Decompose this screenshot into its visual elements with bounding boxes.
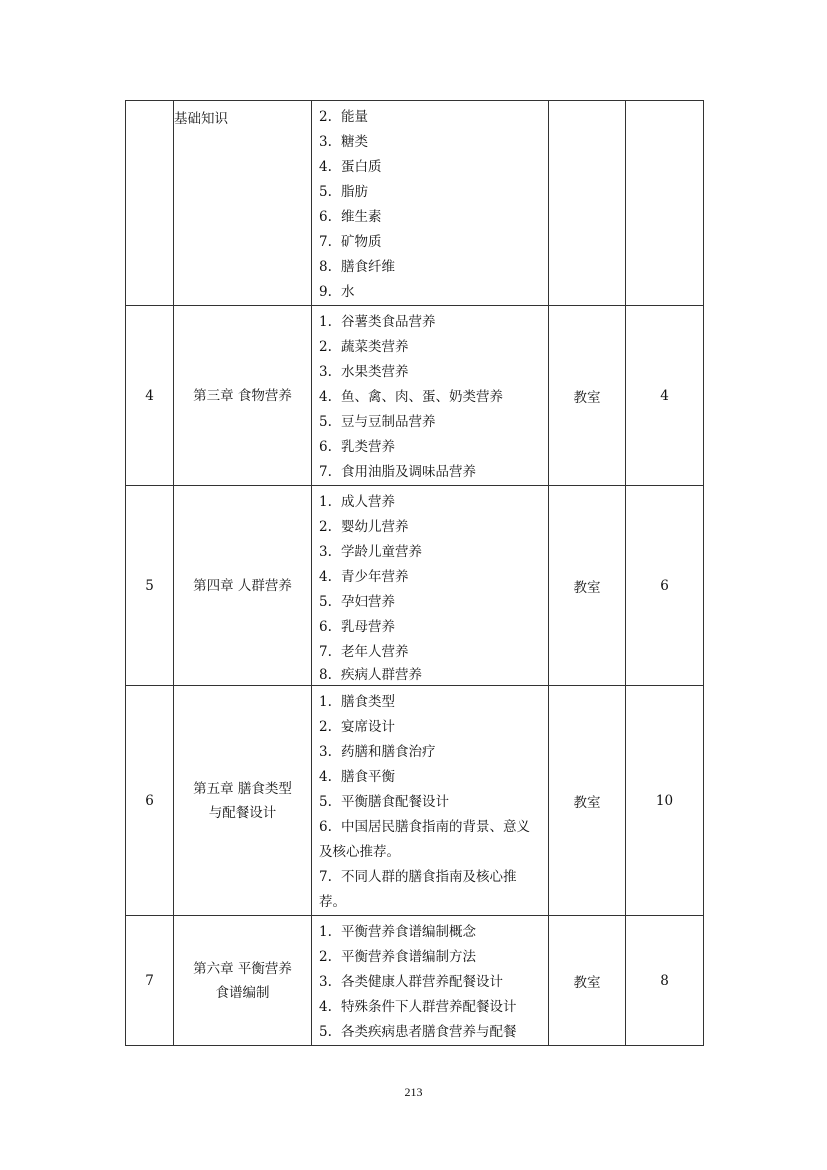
page-number: 213 [404,1085,423,1099]
content-cell [312,306,549,486]
chapter-title-line: 第五章 膳食类型 [193,780,292,797]
list-item: 2. 蔬菜类营养 [319,339,409,355]
chapter-cell [174,916,312,1046]
list-item: 4. 特殊条件下人群营养配餐设计 [319,999,517,1015]
table-row [126,306,704,486]
list-item: 2. 平衡营养食谱编制方法 [319,949,476,965]
content-list [312,916,548,1045]
list-item: 1. 膳食类型 [319,694,395,710]
location-cell: 教室 [549,916,626,1046]
hours-cell: 4 [626,306,704,486]
chapter-cell: 第四章 人群营养 [174,486,312,686]
list-item: 5. 孕妇营养 [319,594,395,610]
table-row [126,686,704,916]
list-item: 8. 膳食纤维 [319,259,395,275]
table-row [126,486,704,686]
chapter-cell [174,686,312,916]
list-item: 1. 谷薯类食品营养 [319,314,436,330]
location-cell: 教室 [549,306,626,486]
list-item: 9. 水 [319,284,355,300]
chapter-title-line: 食谱编制 [215,984,270,1001]
content-list [312,306,548,485]
hours-cell: 10 [626,686,704,916]
table-row [126,101,704,306]
list-item: 3. 学龄儿童营养 [319,544,422,560]
list-item: 6. 乳母营养 [319,619,395,635]
row-number-cell [126,101,174,306]
list-item: 3. 各类健康人群营养配餐设计 [319,974,503,990]
content-cell [312,916,549,1046]
list-item: 4. 膳食平衡 [319,769,395,785]
content-list [312,486,548,685]
location-cell [549,101,626,306]
chapter-title-line: 第六章 平衡营养 [193,960,292,977]
list-item: 8. 疾病人群营养 [319,667,422,683]
list-item: 3. 糖类 [319,134,368,150]
row-number-cell: 6 [126,686,174,916]
chapter-cell: 第三章 食物营养 [174,306,312,486]
hours-cell: 8 [626,916,704,1046]
list-item: 2. 宴席设计 [319,719,395,735]
list-item: 3. 水果类营养 [319,364,409,380]
table-row [126,916,704,1046]
list-item: 7. 不同人群的膳食指南及核心推荐。 [319,869,517,910]
list-item: 6. 中国居民膳食指南的背景、意义及核心推荐。 [319,819,530,860]
row-number-cell: 4 [126,306,174,486]
list-item: 5. 脂肪 [319,184,368,200]
list-item: 5. 豆与豆制品营养 [319,414,436,430]
content-cell [312,686,549,916]
content-cell [312,486,549,686]
list-item: 6. 乳类营养 [319,439,395,455]
list-item: 4. 青少年营养 [319,569,409,585]
list-item: 5. 各类疾病患者膳食营养与配餐 [319,1024,517,1040]
list-item: 6. 维生素 [319,209,382,225]
list-item: 5. 平衡膳食配餐设计 [319,794,449,810]
row-number-cell: 5 [126,486,174,686]
location-cell: 教室 [549,686,626,916]
list-item: 1. 平衡营养食谱编制概念 [319,924,476,940]
list-item: 4. 蛋白质 [319,159,382,175]
chapter-title-line: 与配餐设计 [208,804,277,821]
content-list [312,686,548,915]
chapter-cell: 基础知识 [174,101,312,306]
list-item: 4. 鱼、禽、肉、蛋、奶类营养 [319,389,503,405]
list-item: 2. 能量 [319,109,368,125]
list-item: 1. 成人营养 [319,494,395,510]
hours-cell [626,101,704,306]
content-cell [312,101,549,306]
list-item: 2. 婴幼儿营养 [319,519,409,535]
hours-cell: 6 [626,486,704,686]
row-number-cell: 7 [126,916,174,1046]
list-item: 7. 矿物质 [319,234,382,250]
list-item: 3. 药膳和膳食治疗 [319,744,436,760]
content-list [312,101,548,305]
syllabus-table [125,100,704,1046]
list-item: 7. 食用油脂及调味品营养 [319,464,476,480]
list-item: 7. 老年人营养 [319,644,409,660]
location-cell: 教室 [549,486,626,686]
